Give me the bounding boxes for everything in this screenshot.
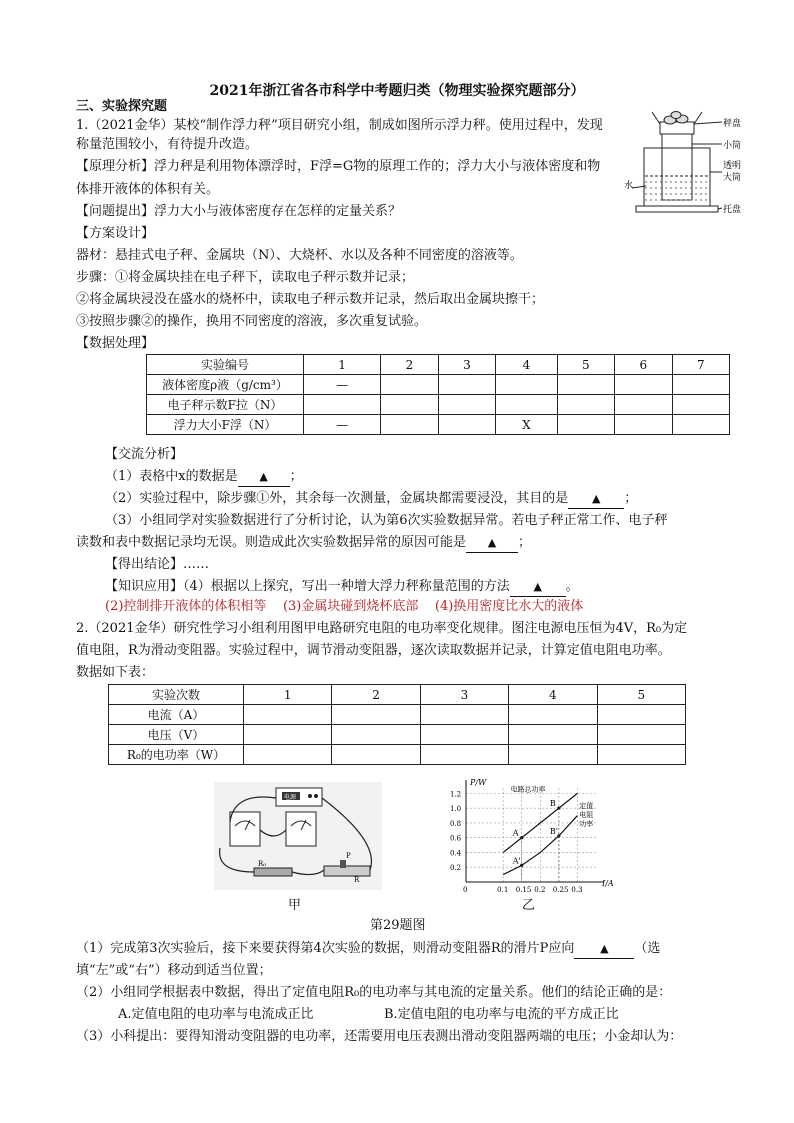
q1-sub-3: （3）小组同学对实验数据进行了分析讨论，认为第6次实验数据异常。若电子秤正常工作、电子秤 bbox=[105, 513, 668, 528]
table-cell bbox=[244, 725, 332, 745]
table-cell bbox=[438, 415, 495, 435]
table-header-cell: 4 bbox=[509, 685, 597, 705]
table-header-cell: 实验编号 bbox=[147, 355, 304, 375]
x-tick-label: 0 bbox=[463, 886, 468, 894]
q1-sub-2-end: ； bbox=[624, 491, 638, 506]
table-cell bbox=[244, 745, 332, 765]
table-cell bbox=[420, 725, 508, 745]
q1-application-end: 。 bbox=[565, 579, 579, 594]
table-header-cell: 实验次数 bbox=[109, 685, 244, 705]
x-tick-label: 0.25 bbox=[552, 886, 569, 894]
table-cell bbox=[557, 395, 614, 415]
table-cell: — bbox=[304, 415, 381, 435]
y-tick-label: 0.2 bbox=[450, 864, 462, 873]
annotation-resistor: 电阻 bbox=[579, 811, 594, 820]
y-tick-label: 1.0 bbox=[450, 805, 462, 814]
triangle-icon: ▲ bbox=[487, 536, 497, 549]
table-cell: 液体密度ρ液（g/cm³） bbox=[147, 375, 304, 395]
point-label: B bbox=[549, 799, 556, 809]
q1-sub-2-text: （2）实验过程中，除步骤①外，其余每一次测量，金属块都需要浸没，其目的是 bbox=[105, 491, 569, 506]
table-cell bbox=[420, 745, 508, 765]
fig-label-a: 甲 bbox=[288, 898, 302, 913]
table-header-cell: 1 bbox=[304, 355, 381, 375]
fig-label-b: 乙 bbox=[522, 898, 536, 913]
table-cell: 电压（V） bbox=[109, 725, 244, 745]
triangle-icon: ▲ bbox=[592, 492, 601, 505]
power-label: 电源 bbox=[284, 794, 297, 801]
power-current-chart bbox=[440, 776, 620, 894]
table-cell: 浮力大小F浮（N） bbox=[147, 415, 304, 435]
table-header-cell: 5 bbox=[557, 355, 614, 375]
q1-answer-key: (2)控制排开液体的体积相等 (3)金属块碰到烧杯底部 (4)换用密度比水大的液体 bbox=[105, 599, 584, 614]
q2-line-1: 2.（2021金华）研究性学习小组利用图甲电路研究电阻的电功率变化规律。图注电源电压恒为4V，R₀为定 bbox=[76, 621, 688, 636]
table-cell bbox=[244, 705, 332, 725]
q2-option-b: B.定值电阻的电功率与电流的平方成正比 bbox=[384, 1007, 619, 1022]
q2-data-table bbox=[108, 684, 686, 765]
table-cell bbox=[615, 375, 672, 395]
table-cell bbox=[438, 375, 495, 395]
q2-line-3: 数据如下表： bbox=[76, 665, 155, 680]
q1-application-text: 【知识应用】（4）根据以上探究，写出一种增大浮力秤称量范围的方法 bbox=[105, 579, 510, 594]
table-row bbox=[109, 745, 686, 765]
x-tick-label: 0.1 bbox=[497, 886, 509, 894]
table-header-cell: 7 bbox=[672, 355, 729, 375]
q2-line-2: 值电阻，R为滑动变阻器。实验过程中，调节滑动变阻器，逐次读取数据并记录，计算定值电阻电功率。 bbox=[76, 643, 671, 658]
table-header-cell: 2 bbox=[332, 685, 420, 705]
fig-label-small-tube: 小筒 bbox=[723, 141, 742, 151]
point-label: B' bbox=[549, 826, 558, 836]
table-header-cell: 4 bbox=[496, 355, 558, 375]
q1-sub-3-cont bbox=[76, 534, 531, 553]
q1-exchange-heading: 【交流分析】 bbox=[105, 447, 184, 462]
table-cell bbox=[597, 705, 685, 725]
table-cell: R₀的电功率（W） bbox=[109, 745, 244, 765]
table-cell bbox=[381, 415, 438, 435]
figure-caption: 第29题图 bbox=[370, 918, 426, 933]
q1-sub-1 bbox=[105, 468, 303, 487]
table-row bbox=[109, 725, 686, 745]
table-cell bbox=[509, 725, 597, 745]
answer-blank bbox=[238, 468, 290, 487]
table-cell bbox=[332, 705, 420, 725]
table-cell bbox=[557, 415, 614, 435]
y-tick-label: 0.6 bbox=[450, 834, 462, 843]
table-header-row bbox=[109, 685, 686, 705]
annotation-fixed: 定值 bbox=[579, 802, 594, 811]
q1-sub-3-text: 读数和表中数据记录均无误。则造成此次实验数据异常的原因可能是 bbox=[76, 535, 467, 550]
x-axis-label: I/A bbox=[602, 879, 614, 888]
table-cell bbox=[672, 415, 729, 435]
float-scale-figure bbox=[624, 108, 742, 218]
q1-sub-1-text: （1）表格中x的数据是 bbox=[105, 469, 238, 484]
table-cell bbox=[672, 395, 729, 415]
table-header-cell: 6 bbox=[615, 355, 672, 375]
q1-line-11: 【数据处理】 bbox=[76, 336, 155, 351]
table-cell bbox=[597, 745, 685, 765]
answer-blank bbox=[510, 578, 566, 597]
table-header-cell: 3 bbox=[420, 685, 508, 705]
table-cell bbox=[615, 395, 672, 415]
annotation-power: 功率 bbox=[579, 819, 594, 828]
section-heading: 三、实验探究题 bbox=[76, 99, 168, 114]
table-row bbox=[147, 415, 730, 435]
q1-line-9: ②将金属块浸没在盛水的烧杯中，读取电子秤示数并记录，然后取出金属块擦干； bbox=[76, 292, 545, 307]
table-cell bbox=[597, 725, 685, 745]
q2-sub-1-end: （选 bbox=[634, 941, 661, 956]
table-cell: — bbox=[304, 375, 381, 395]
p-label: P bbox=[346, 852, 351, 860]
table-cell bbox=[509, 705, 597, 725]
y-tick-label: 0.4 bbox=[450, 849, 462, 858]
answer-blank bbox=[574, 940, 634, 959]
q1-sub-1-end: ； bbox=[289, 469, 303, 484]
table-row bbox=[147, 395, 730, 415]
q1-line-7: 器材：悬挂式电子秤、金属块（N）、大烧杯、水以及各种不同密度的溶液等。 bbox=[76, 248, 523, 263]
table-cell bbox=[496, 395, 558, 415]
q1-sub-2 bbox=[105, 490, 637, 509]
x-tick-label: 0.15 bbox=[515, 886, 532, 894]
table-cell bbox=[304, 395, 381, 415]
table-cell bbox=[672, 375, 729, 395]
table-header-cell: 2 bbox=[381, 355, 438, 375]
point-label: A bbox=[512, 828, 519, 838]
table-cell bbox=[557, 375, 614, 395]
r-label: R bbox=[354, 876, 360, 884]
q2-sub-1-text: （1）完成第3次实验后，接下来要获得第4次实验的数据，则滑动变阻器R的滑片P应向 bbox=[76, 941, 575, 956]
answer-blank bbox=[568, 490, 624, 509]
table-cell bbox=[381, 375, 438, 395]
q1-line-3: 【原理分析】浮力秤是利用物体漂浮时，F浮=G物的原理工作的；浮力大小与液体密度和物 bbox=[76, 159, 601, 174]
page-title: 2021年浙江省各市科学中考题归类（物理实验探究题部分） bbox=[209, 83, 585, 99]
q2-sub-3: （3）小科提出：要得知滑动变阻器的电功率，还需要用电压表测出滑动变阻器两端的电压；小金却认为： bbox=[76, 1029, 683, 1044]
q1-line-1: 1.（2021金华）某校“制作浮力秤”项目研究小组，制成如图所示浮力秤。使用过程中，发现 bbox=[76, 118, 603, 133]
fig-label-big-tube: 大筒 bbox=[723, 173, 742, 183]
table-header-cell: 3 bbox=[438, 355, 495, 375]
table-cell: X bbox=[496, 415, 558, 435]
table-cell bbox=[438, 395, 495, 415]
table-cell bbox=[615, 415, 672, 435]
y-tick-label: 0.8 bbox=[450, 819, 462, 828]
table-row bbox=[147, 375, 730, 395]
q1-line-5: 【问题提出】浮力大小与液体密度存在怎样的定量关系？ bbox=[76, 204, 402, 219]
x-tick-label: 0.2 bbox=[534, 886, 546, 894]
q2-sub-1-cont: 填“左”或“右”）移动到适当位置； bbox=[76, 963, 272, 978]
q2-sub-1 bbox=[76, 940, 660, 959]
table-cell bbox=[420, 705, 508, 725]
fig-label-tray: 托盘 bbox=[723, 205, 742, 215]
table-cell: 电流（A） bbox=[109, 705, 244, 725]
answer-blank bbox=[466, 534, 518, 553]
x-tick-label: 0.3 bbox=[571, 886, 583, 894]
triangle-icon: ▲ bbox=[259, 470, 268, 483]
table-cell bbox=[332, 745, 420, 765]
q1-line-4: 体排开液体的体积有关。 bbox=[76, 182, 220, 197]
table-header-cell: 1 bbox=[244, 685, 332, 705]
table-row bbox=[109, 705, 686, 725]
y-tick-label: 1.2 bbox=[450, 790, 462, 799]
q1-data-table bbox=[146, 354, 730, 435]
r0-label: R₀ bbox=[258, 860, 267, 868]
q1-line-8: 步骤：①将金属块挂在电子秤下，读取电子秤示数并记录； bbox=[76, 270, 415, 285]
q1-line-6: 【方案设计】 bbox=[76, 226, 155, 241]
table-cell bbox=[381, 395, 438, 415]
table-cell bbox=[496, 375, 558, 395]
fig-label-pan: 秤盘 bbox=[723, 119, 742, 129]
triangle-icon: ▲ bbox=[600, 942, 609, 955]
triangle-icon: ▲ bbox=[533, 580, 543, 593]
q2-sub-2: （2）小组同学根据表中数据，得出了定值电阻R₀的电功率与其电流的定量关系。他们的结论正确的是： bbox=[76, 985, 672, 1000]
q1-line-2: 称量范围较小，有待提升改造。 bbox=[76, 137, 259, 152]
table-header-cell: 5 bbox=[597, 685, 685, 705]
circuit-photo bbox=[214, 782, 382, 890]
table-cell bbox=[509, 745, 597, 765]
fig-label-transparent: 透明 bbox=[723, 161, 742, 171]
table-cell bbox=[332, 725, 420, 745]
q1-application bbox=[105, 578, 579, 597]
table-header-row bbox=[147, 355, 730, 375]
q1-conclusion: 【得出结论】…… bbox=[105, 557, 210, 572]
fig-label-water: 水 bbox=[624, 181, 634, 191]
q2-option-a: A.定值电阻的电功率与电流成正比 bbox=[118, 1007, 314, 1022]
annotation-total-power: 电路总功率 bbox=[510, 785, 546, 794]
q1-sub-3-end: ； bbox=[518, 535, 532, 550]
point-label: A' bbox=[512, 856, 521, 866]
y-axis-label: P/W bbox=[470, 778, 487, 787]
table-cell: 电子秤示数F拉（N） bbox=[147, 395, 304, 415]
q1-line-10: ③按照步骤②的操作，换用不同密度的溶液，多次重复试验。 bbox=[76, 314, 428, 329]
